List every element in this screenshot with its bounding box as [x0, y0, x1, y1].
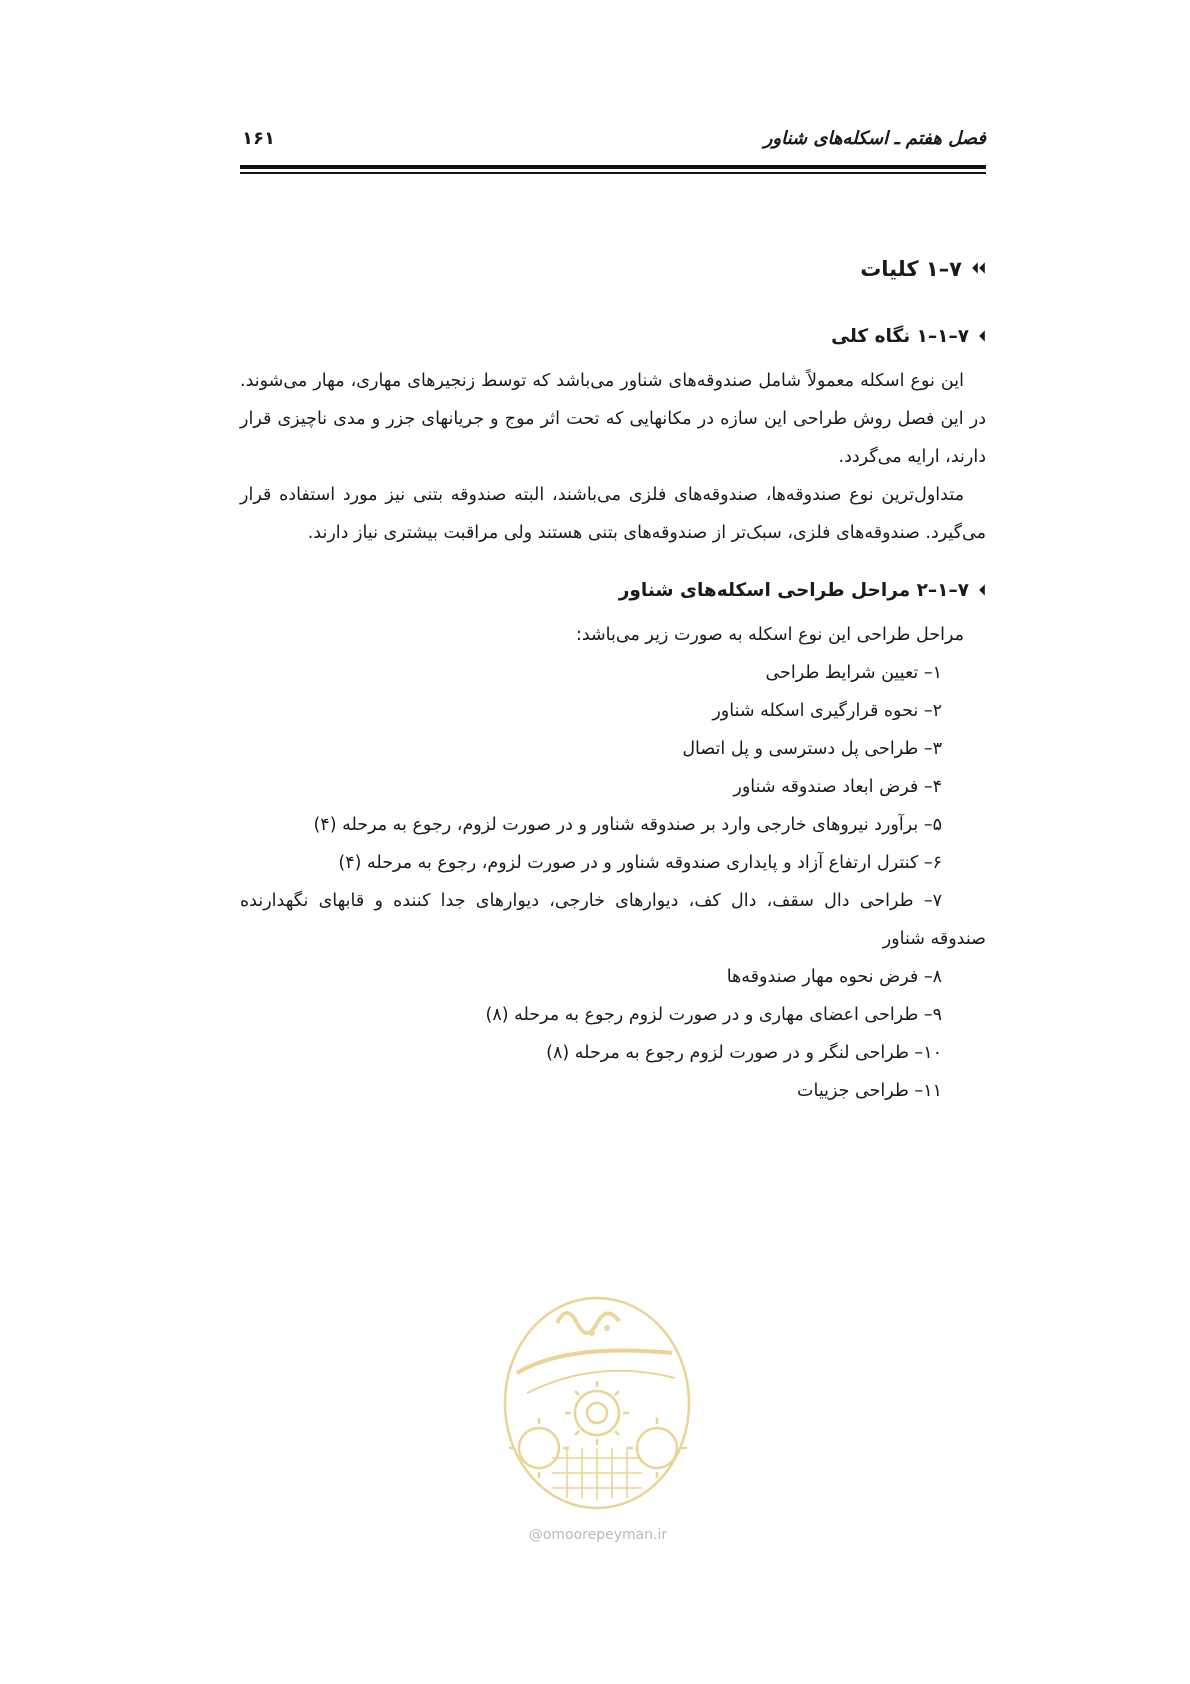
section-title: ۷–۱ کلیات: [860, 257, 962, 281]
list-item: ۱۰– طراحی لنگر و در صورت لزوم رجوع به مرحله (۸): [546, 1043, 942, 1063]
list-item: ۱– تعیین شرایط طراحی: [765, 663, 942, 683]
main-content: [240, 250, 986, 1110]
header-rule-thick: [240, 165, 986, 169]
list-item: ۲– نحوه قرارگیری اسکله شناور: [712, 701, 942, 721]
list-item: ۸– فرض نحوه مهار صندوقه‌ها: [726, 967, 942, 987]
list-item: ۷– طراحی دال سقف، دال کف، دیوارهای خارجی، دیوارهای جدا کننده و قابهای نگهدارنده صندوقه شناور: [240, 891, 986, 949]
list-item: ۶– کنترل ارتفاع آزاد و پایداری صندوقه شناور و در صورت لزوم، رجوع به مرحله (۴): [338, 853, 942, 873]
double-arrow-icon: ⏴⏴: [972, 261, 986, 277]
list-item: ۱۱– طراحی جزییات: [797, 1081, 942, 1101]
arrow-icon: ⏴: [979, 583, 986, 599]
list-item: ۵– برآورد نیروهای خارجی وارد بر صندوقه شناور و در صورت لزوم، رجوع به مرحله (۴): [313, 815, 942, 835]
steps-intro: مراحل طراحی این نوع اسکله به صورت زیر می‌باشد:: [575, 625, 964, 645]
header-rule-thin: [240, 172, 986, 174]
design-steps-list: [240, 654, 986, 1110]
section-heading: [240, 250, 986, 288]
subsection-title: ۷–۱–۱ نگاه کلی: [831, 326, 969, 347]
running-header: [240, 128, 986, 158]
subsection-title: ۷–۱–۲ مراحل طراحی اسکله‌های شناور: [618, 580, 969, 601]
watermark-logo-icon: [497, 1283, 697, 1513]
page-number: ۱۶۱: [242, 128, 275, 149]
subsection-heading-design-steps: [240, 572, 986, 610]
subsection-heading-overview: [240, 318, 986, 356]
arrow-icon: ⏴: [979, 329, 986, 345]
list-item: ۴– فرض ابعاد صندوقه شناور: [733, 777, 942, 797]
paragraph: متداول‌ترین نوع صندوقه‌ها، صندوقه‌های فلزی می‌باشند، البته صندوقه بتنی نیز مورد استفاده قرار می‌گیرد. صندوقه‌های فلزی، سبک‌تر از صندوقه‌های بتنی هستند ولی مراقبت بیشتری نیاز دارند.: [240, 485, 986, 543]
list-item: ۳– طراحی پل دسترسی و پل اتصال: [682, 739, 942, 759]
overview-body: [240, 362, 986, 552]
watermark-url: @omoorepeyman.ir: [528, 1527, 668, 1543]
list-item: ۹– طراحی اعضای مهاری و در صورت لزوم رجوع به مرحله (۸): [485, 1005, 942, 1025]
chapter-title: فصل هفتم ـ اسکله‌های شناور: [763, 128, 986, 149]
paragraph: این نوع اسکله معمولاً شامل صندوقه‌های شناور می‌باشد که توسط زنجیرهای مهاری، مهار می‌شوند. در این فصل روش طراحی این سازه در مکانهایی که تحت اثر موج و جریانهای جزر و مدی ناچیزی قرار دارند، ارایه می‌گردد.: [240, 371, 986, 467]
